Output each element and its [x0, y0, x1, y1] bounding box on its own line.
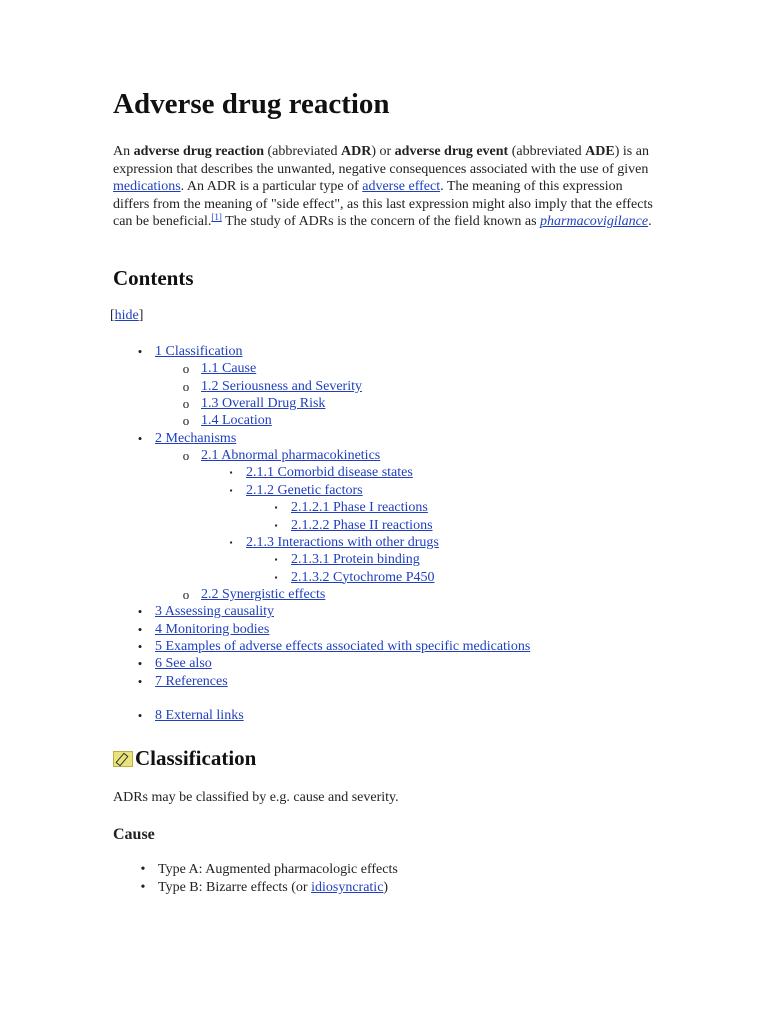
intro-text: (abbreviated — [264, 144, 341, 159]
toc-link[interactable]: 2.1.1 Comorbid disease states — [246, 465, 413, 481]
bullet-icon: ▪ — [274, 555, 278, 565]
cause-type-b-suffix: ) — [383, 880, 389, 895]
toc-item — [137, 655, 212, 672]
term-ade: ADE — [585, 144, 615, 159]
toc-item — [182, 378, 362, 395]
reference-1-link[interactable]: [1] — [211, 212, 222, 223]
toc-item — [274, 551, 420, 568]
bullet-icon: ▪ — [274, 503, 278, 513]
bullet-icon: o — [182, 586, 190, 602]
toc-link[interactable]: 2.1.2.1 Phase I reactions — [291, 500, 428, 516]
toc-link[interactable]: 2.1.3.1 Protein binding — [291, 552, 420, 568]
toc-item — [137, 707, 244, 724]
bullet-icon: ▪ — [274, 572, 278, 582]
bullet-icon: o — [182, 361, 190, 377]
intro-text: An — [113, 144, 134, 159]
toc-link[interactable]: 2.1.3 Interactions with other drugs — [246, 534, 439, 550]
toc-link[interactable]: 2 Mechanisms — [155, 430, 237, 446]
toc-item — [137, 430, 237, 447]
toc-link[interactable]: 1 Classification — [155, 344, 243, 359]
bullet-icon: • — [137, 673, 143, 689]
bullet-icon: • — [137, 656, 143, 672]
toc-link[interactable]: 2.1 Abnormal pharmacokinetics — [201, 448, 381, 464]
toc-link[interactable]: 6 See also — [155, 656, 212, 672]
toc-link[interactable]: 1.2 Seriousness and Severity — [201, 378, 362, 394]
bullet-icon: ▪ — [274, 520, 278, 530]
toc-item — [274, 499, 428, 516]
toc-item — [182, 412, 272, 429]
toc-item — [137, 603, 274, 620]
bullet-icon: o — [182, 378, 190, 394]
bullet-icon: • — [137, 604, 143, 620]
intro-text: . An ADR is a particular type of — [180, 179, 363, 195]
cause-type-b-prefix: Type B: Bizarre effects (or — [158, 880, 312, 895]
toc-toggle: [hide] — [110, 308, 144, 323]
toc-item — [229, 482, 363, 499]
bullet-icon: ▪ — [229, 537, 233, 547]
bullet-icon: • — [137, 430, 143, 446]
toc-item — [137, 621, 270, 638]
toc-link[interactable]: 1.1 Cause — [201, 361, 257, 377]
toc-item — [229, 534, 439, 551]
toc-item — [182, 447, 381, 464]
bullet-icon: o — [182, 396, 190, 412]
term-adverse-drug-reaction: adverse drug reaction — [133, 144, 265, 159]
toc-item — [137, 343, 243, 360]
list-item — [140, 861, 398, 878]
intro-text: ) or — [371, 144, 395, 159]
toc-link[interactable]: 3 Assessing causality — [155, 604, 274, 620]
toc-link[interactable]: 5 Examples of adverse effects associated with specific medications — [155, 638, 531, 654]
term-adr: ADR — [340, 144, 372, 159]
bullet-icon: o — [182, 448, 190, 464]
cause-type-a: Type A: Augmented pharmacologic effects — [158, 862, 398, 877]
intro-text: . The meaning of this expression differs from the meaning of "side effect", as this last expression might also imply that the effects can be beneficial. — [113, 179, 653, 230]
idiosyncratic-link[interactable]: idiosyncratic — [311, 880, 384, 895]
list-item — [140, 879, 389, 896]
toc-link[interactable]: 7 References — [155, 673, 228, 689]
intro-text: ) is an expression that describes the unwanted, negative consequences associated with the use of given — [113, 144, 649, 177]
bullet-icon: ▪ — [229, 485, 233, 495]
toc-link[interactable]: 1.3 Overall Drug Risk — [201, 396, 326, 412]
toc-link[interactable]: 4 Monitoring bodies — [155, 621, 270, 637]
classification-heading-text: Classification — [135, 746, 257, 770]
hide-toc-link[interactable]: hide — [114, 308, 139, 323]
bullet-icon: • — [140, 880, 146, 895]
toc-item — [274, 517, 433, 534]
toc-link[interactable]: 1.4 Location — [201, 413, 272, 429]
toc-item — [137, 673, 228, 690]
cause-heading: Cause — [113, 826, 155, 843]
intro-text: . — [648, 214, 652, 230]
toc-link[interactable]: 8 External links — [155, 708, 244, 723]
toc-item — [182, 395, 326, 412]
contents-heading: Contents — [113, 266, 194, 290]
toc-item — [137, 638, 531, 655]
bullet-icon: • — [137, 708, 143, 723]
edit-pencil-icon[interactable] — [113, 751, 133, 767]
adverse-effect-link[interactable]: adverse effect — [362, 179, 441, 195]
bullet-icon: • — [140, 862, 146, 877]
bullet-icon: • — [137, 344, 143, 359]
term-adverse-drug-event: adverse drug event — [394, 144, 509, 159]
bullet-icon: • — [137, 621, 143, 637]
toc-link[interactable]: 2.1.3.2 Cytochrome P450 — [291, 569, 435, 585]
toc-link[interactable]: 2.1.2 Genetic factors — [246, 482, 363, 498]
toc-link[interactable]: 2.1.2.2 Phase II reactions — [291, 517, 433, 533]
pharmacovigilance-link[interactable]: pharmacovigilance — [540, 214, 649, 230]
intro-text: The study of ADRs is the concern of the field known as — [221, 214, 541, 230]
toc-item — [182, 586, 326, 603]
intro-text: (abbreviated — [508, 144, 586, 159]
toc-item — [229, 464, 413, 481]
intro-paragraph — [113, 143, 653, 231]
bullet-icon: o — [182, 413, 190, 429]
bullet-icon: • — [137, 638, 143, 654]
page-title: Adverse drug reaction — [113, 88, 390, 120]
classification-paragraph: ADRs may be classified by e.g. cause and severity. — [113, 790, 399, 805]
toc-link[interactable]: 2.2 Synergistic effects — [201, 586, 326, 602]
classification-heading — [113, 746, 256, 771]
toc-item — [182, 360, 257, 377]
bullet-icon: ▪ — [229, 468, 233, 478]
toc-item — [274, 569, 435, 586]
medications-link[interactable]: medications — [113, 179, 181, 195]
